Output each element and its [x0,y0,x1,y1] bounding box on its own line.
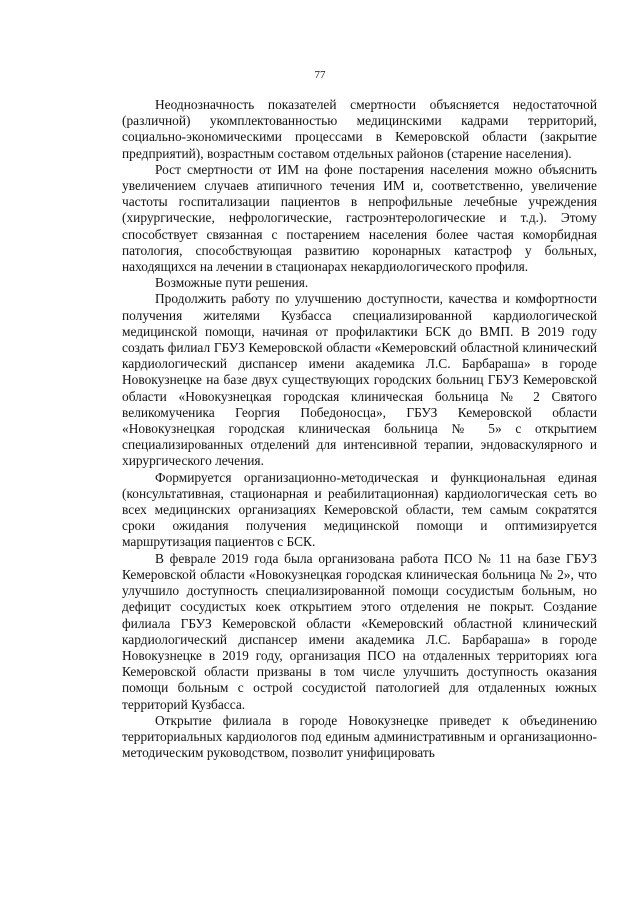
document-body [122,97,597,761]
paragraph: В феврале 2019 года была организована работа ПСО № 11 на базе ГБУЗ Кемеровской области «Новокузнецкая городская клиническая больница № 2», что улучшило доступность специализированной помощи сосудистым больным, но дефицит сосудистых коек открытием этого отделения не покрыт. Создание филиала ГБУЗ Кемеровской области «Кемеровский областной клинический кардиологический диспансер имени академика Л.С. Барбараша» в городе Новокузнецке в 2019 году, организация ПСО на отдаленных территориях юга Кемеровской области призваны в том числе улучшить доступность оказания помощи больным с острой сосудистой патологией для отдаленных южных территорий Кузбасса. [122,550,597,712]
paragraph: Формируется организационно-методическая и функциональная единая (консультативная, стационарная и реабилитационная) кардиологическая сеть во всех медицинских организациях Кемеровской области, тем самым сократятся сроки ожидания получения медицинской помощи и оптимизируется маршрутизация пациентов с БСК. [122,469,597,550]
paragraph: Возможные пути решения. [155,275,309,291]
paragraph: Неоднозначность показателей смертности объясняется недостаточной (различной) укомплектованностью медицинскими кадрами территорий, социально-экономическими процессами в Кемеровской области (закрытие предприятий), возрастным составом отдельных районов (старение населения). [122,97,597,161]
paragraph: Открытие филиала в городе Новокузнецке приведет к объединению территориальных кардиологов под единым административным и организационно-методическим руководством, позволит унифицировать [122,712,597,761]
page-number: 77 [314,69,326,81]
paragraph: Рост смертности от ИМ на фоне постарения населения можно объяснить увеличением случаев атипичного течения ИМ и, соответственно, увеличение частоты госпитализации пациентов в непрофильные лечебные учреждения (хирургические, нефрологические, гастроэнтерологические и т.д.). Этому способствует связанная с постарением населения более частая коморбидная патология, способствующая развитию коронарных катастроф у больных, находящихся на лечении в стационарах некардиологического профиля. [122,161,597,275]
paragraph: Продолжить работу по улучшению доступности, качества и комфортности получения жителями Кузбасса специализированной кардиологической медицинской помощи, начиная от профилактики БСК до ВМП. В 2019 году создать филиал ГБУЗ Кемеровской области «Кемеровский областной клинический кардиологический диспансер имени академика Л.С. Барбараша» в городе Новокузнецке на базе двух существующих городских больниц ГБУЗ Кемеровской области «Новокузнецкая городская клиническая больница № 2 Святого великомученика Георгия Победоносца», ГБУЗ Кемеровской области «Новокузнецкая городская клиническая больница № 5» с открытием специализированных отделений для интенсивной терапии, эндоваскулярного и хирургического лечения. [122,291,597,469]
